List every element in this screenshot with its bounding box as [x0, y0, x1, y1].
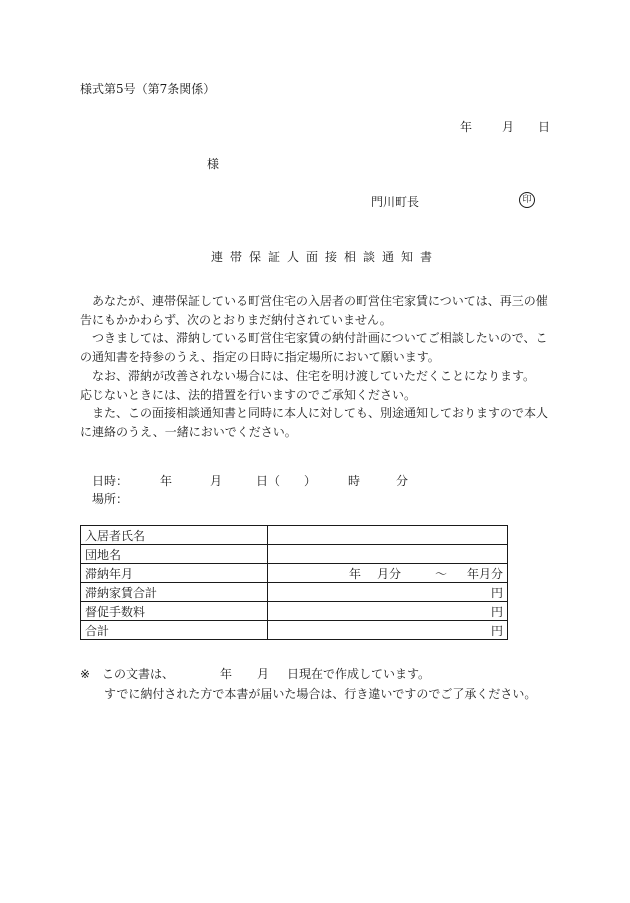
date-day: 日 [538, 120, 551, 134]
period-month-1: 月分 [376, 566, 401, 581]
date-year: 年 [460, 120, 473, 134]
note-month: 月 [257, 667, 270, 681]
date-month: 月 [502, 120, 515, 134]
body-paragraph-3: なお、滞納が改善されない場合には、住宅を明け渡していただくことになります。 [92, 368, 536, 383]
datetime-row [92, 472, 408, 490]
body-paragraph-2: つきましては、滞納している町営住宅家賃の納付計画についてご相談したいので、この通知書を持参のうえ、指定の日時に指定場所において願います。 [80, 331, 548, 365]
document-title: 連帯保証人面接相談通知書 [211, 250, 440, 264]
table-row [81, 526, 508, 545]
datetime-day: 日（ ） [256, 474, 317, 488]
form-number: 様式第5号（第7条関係） [80, 82, 216, 96]
period-tilde: ～ [434, 566, 447, 581]
row-label-total: 合計 [81, 621, 268, 640]
period-month-2: 月分 [478, 566, 503, 581]
row-label-rent-total: 滞納家賃合計 [81, 583, 268, 602]
table-row [81, 583, 508, 602]
table-row [81, 545, 508, 564]
row-label-resident: 入居者氏名 [81, 526, 268, 545]
seal-mark: 印 [519, 192, 535, 208]
issue-date [460, 118, 550, 135]
issuer-name: 門川町長 [371, 195, 420, 209]
note-year: 年 [220, 667, 233, 681]
row-label-estate: 団地名 [81, 545, 268, 564]
row-value-total: 円 [268, 621, 508, 640]
table-row [81, 564, 508, 583]
row-label-fee: 督促手数料 [81, 602, 268, 621]
row-value-estate [268, 545, 508, 564]
body-paragraph-4: 応じないときには、法的措置を行いますのでご承知ください。 [80, 387, 417, 402]
place-row [92, 490, 408, 508]
table-row [81, 602, 508, 621]
note-mark: ※ [80, 667, 91, 681]
datetime-hour: 時 [348, 474, 361, 488]
row-value-resident [268, 526, 508, 545]
row-value-fee: 円 [268, 602, 508, 621]
datetime-minute: 分 [396, 474, 409, 488]
body-paragraph-1: あなたが、連帯保証している町営住宅の入居者の町営住宅家賃については、再三の催告にもかかわらず、次のとおりまだ納付されていません。 [80, 294, 548, 327]
footnote [80, 664, 536, 704]
place-label: 場所： [92, 492, 129, 506]
datetime-label: 日時： [92, 474, 129, 488]
period-year-1: 年 [348, 566, 361, 581]
appointment-schedule [92, 472, 408, 508]
arrears-table [80, 525, 508, 640]
body-text [80, 292, 550, 442]
datetime-month: 月 [210, 474, 223, 488]
row-value-rent-total: 円 [268, 583, 508, 602]
table-row [81, 621, 508, 640]
row-value-period [268, 564, 508, 583]
footnote-line-1 [80, 664, 536, 684]
datetime-year: 年 [160, 474, 173, 488]
note-line-2: すでに納付された方で本書が届いた場合は、行き違いですのでご了承ください。 [104, 687, 537, 701]
note-text-b: 日現在で作成しています。 [287, 667, 431, 681]
footnote-line-2 [80, 684, 536, 704]
row-label-period: 滞納年月 [81, 564, 268, 583]
period-year-2: 年 [466, 566, 479, 581]
note-text-a: この文書は、 [102, 667, 175, 681]
addressee-suffix: 様 [207, 157, 220, 171]
body-paragraph-5: また、この面接相談通知書と同時に本人に対しても、別途通知しておりますので本人に連絡のうえ、一緒においでください。 [80, 406, 549, 439]
